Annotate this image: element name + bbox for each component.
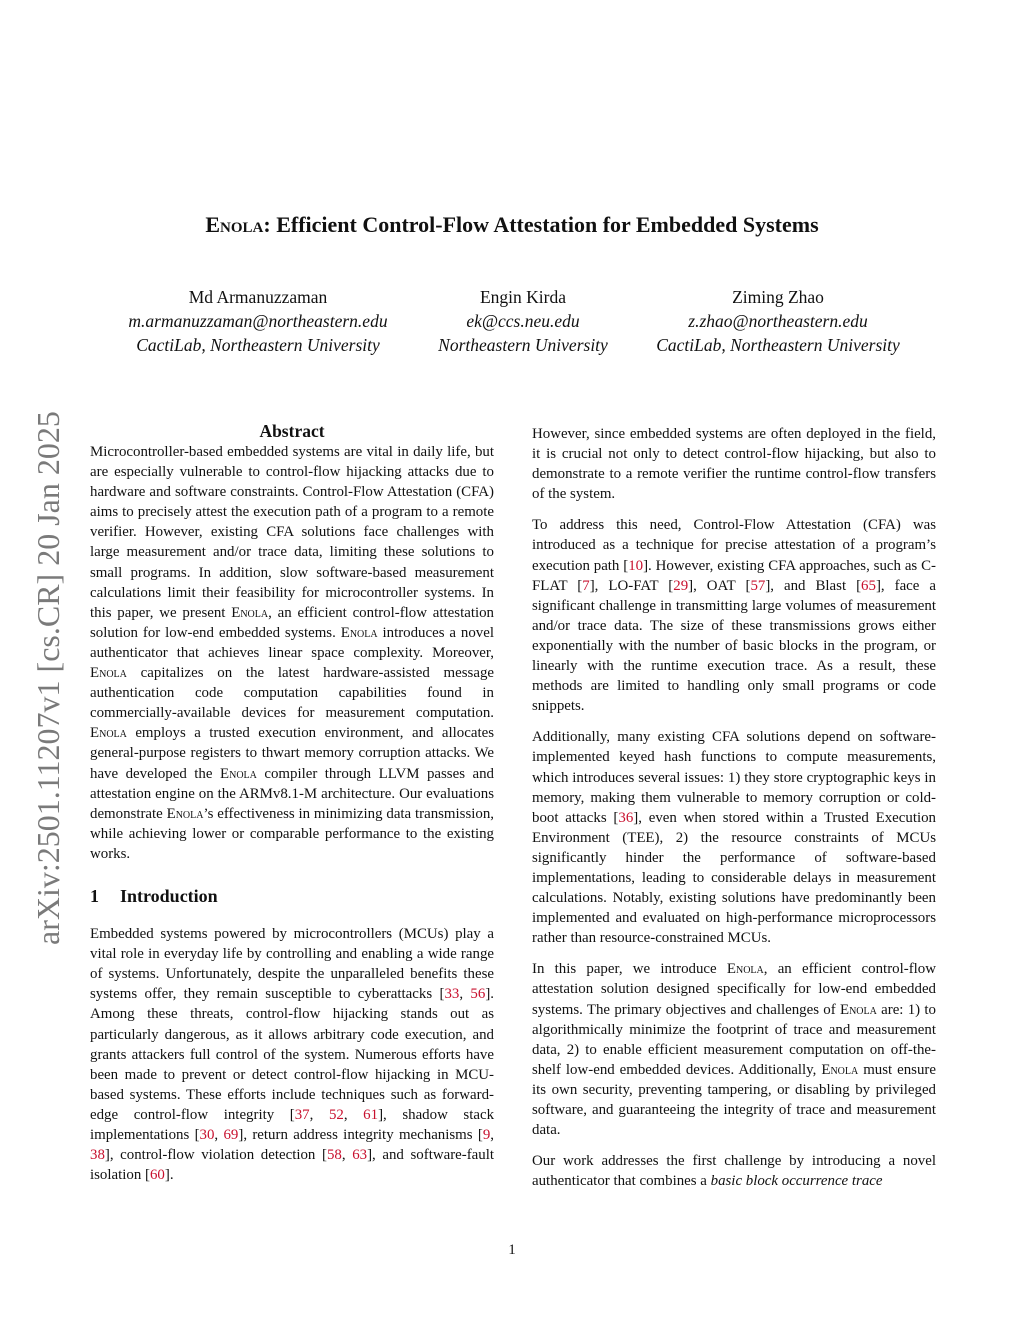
system-name: Enola xyxy=(205,212,264,237)
title-rest: : Efficient Control-Flow Attestation for Embedded Systems xyxy=(263,212,819,237)
citation-link[interactable]: 7 xyxy=(582,577,590,594)
author-1 xyxy=(103,285,413,357)
citation-link[interactable]: 9 xyxy=(482,1127,491,1143)
paper-title xyxy=(0,212,1024,238)
citation-link[interactable]: 61 xyxy=(363,1106,379,1123)
intro-paragraph: Embedded systems powered by microcontrollers (MCUs) play a vital role in everyday life by controlling and enabling a wide range of systems. Unfortunately, despite the unparalleled benefits these systems offer, they remain susceptible to cyberattacks [33, 56]. Among these threats, control-flow hijacking stands out as particularly dangerous, as it allows arbitrary code execution, and grants attackers full control of the system. Numerous efforts have been made to prevent or detect control-flow hijacking in MCU-based systems. These efforts include techniques such as forward-edge control-flow integrity [37, 52, 61], shadow stack implementations [30, 69], return address integrity mechanisms [9, 38], control-flow violation detection [58, 63], and software-fault isolation [60]. xyxy=(90,926,495,1184)
citation-link[interactable]: 36 xyxy=(618,809,634,826)
author-email: m.armanuzzaman@northeastern.edu xyxy=(128,311,388,331)
citation-link[interactable]: 58 xyxy=(326,1147,342,1164)
citation-link[interactable]: 60 xyxy=(149,1167,165,1184)
author-affiliation: CactiLab, Northeastern University xyxy=(136,335,380,355)
author-email: z.zhao@northeastern.edu xyxy=(688,311,868,331)
abstract-heading: Abstract xyxy=(259,421,325,441)
author-name: Engin Kirda xyxy=(479,287,567,307)
citation-link[interactable]: 57 xyxy=(750,577,766,594)
body-paragraph: To address this need, Control-Flow Attestation (CFA) was introduced as a technique for precise attestation of a program’s execution path [10]. However, existing CFA approaches, such as C-FLAT [7], LO-FAT [29], OAT [57], and Blast [65], face a significant challenge in transmitting large volumes of measurement and/or trace data. The size of these transmissions grows either exponentially with the number of basic blocks in the program, or linearly with the runtime execution trace. As a result, these methods are limited to handling only small programs or code snippets. xyxy=(532,517,936,715)
citation-link[interactable]: 10 xyxy=(628,557,644,574)
citation-link[interactable]: 63 xyxy=(352,1147,368,1164)
section-heading-introduction: 1 Introduction xyxy=(90,885,218,906)
right-column xyxy=(532,424,936,1202)
abstract-text: Microcontroller-based embedded systems are vital in daily life, but are especially vulnerable to control-flow hijacking attacks due to hardware and software constraints. Control-Flow Attestation (CFA) aims to precisely attest the execution path of a program to a remote verifier. However, existing CFA solutions face challenges with large measurement and/or trace data, limiting these solutions to small programs. In addition, slow software-based measurement calculations limit their feasibility for microcontroller systems. In this paper, we present Enola, an efficient control-flow attestation solution for low-end embedded systems. Enola introduces a novel authenticator that achieves linear space complexity. Moreover, Enola capitalizes on the latest hardware-assisted message authentication code computation capabilities found in commercially-available devices for measurement computation. Enola employs a trusted execution environment, and allocates general-purpose registers to thwart memory corruption attacks. We have developed the Enola compiler through LLVM passes and attestation engine on the ARMv8.1-M architecture. Our evaluations demonstrate Enola’s effectiveness in minimizing data transmission, while achieving lower or comparable performance to the existing works. xyxy=(90,444,495,862)
citation-link[interactable]: 30 xyxy=(199,1127,215,1143)
arxiv-identifier: arXiv:2501.11207v1 [cs.CR] 20 Jan 2025 xyxy=(30,411,66,945)
body-paragraph: Additionally, many existing CFA solutions depend on software-implemented keyed hash functions to compute measurements, which introduces several issues: 1) they store cryptographic keys in memory, making them vulnerable to memory corruption or cold-boot attacks [36], even when stored within a Trusted Execution Environment (TEE), 2) the resource constraints of MCUs significantly hinder the performance of software-based implementations, leading to considerable delays in measurement calculations. Notably, existing solutions have predominantly been implemented and evaluated on high-performance microprocessors rather than resource-constrained MCUs. xyxy=(532,729,936,947)
citation-link[interactable]: 52 xyxy=(328,1106,344,1123)
author-name: Ziming Zhao xyxy=(732,287,824,307)
citation-link[interactable]: 33 xyxy=(444,986,460,1003)
author-2 xyxy=(418,285,628,357)
author-email: ek@ccs.neu.edu xyxy=(466,311,580,331)
citation-link[interactable]: 29 xyxy=(673,577,689,594)
citation-link[interactable]: 69 xyxy=(223,1127,239,1143)
body-paragraph: In this paper, we introduce Enola, an efficient control-flow attestation solution designed specifically for low-end embedded systems. The primary objectives and challenges of Enola are: 1) to algorithmically minimize the footprint of trace and measurement data, 2) to enable efficient measurement computation on off-the-shelf low-end embedded devices. Additionally, Enola must ensure its own security, preventing tampering, or disabling by privileged software, and guaranteeing the integrity of trace and measurement data. xyxy=(532,961,936,1139)
body-paragraph: Our work addresses the first challenge by introducing a novel authenticator that combines a basic block occurrence trace xyxy=(532,1153,936,1190)
author-3 xyxy=(633,285,923,357)
body-paragraph: However, since embedded systems are often deployed in the field, it is crucial not only to detect control-flow hijacking, but also to demonstrate to a remote verifier the runtime control-flow transfers of the system. xyxy=(532,426,936,503)
page-number: 1 xyxy=(508,1242,516,1258)
left-column xyxy=(90,420,494,1196)
citation-link[interactable]: 65 xyxy=(861,577,876,594)
author-affiliation: CactiLab, Northeastern University xyxy=(656,335,900,355)
citation-link[interactable]: 56 xyxy=(470,986,486,1003)
citation-link[interactable]: 38 xyxy=(90,1147,105,1164)
author-name: Md Armanuzzaman xyxy=(188,287,328,307)
citation-link[interactable]: 37 xyxy=(294,1106,310,1123)
author-affiliation: Northeastern University xyxy=(438,335,608,355)
